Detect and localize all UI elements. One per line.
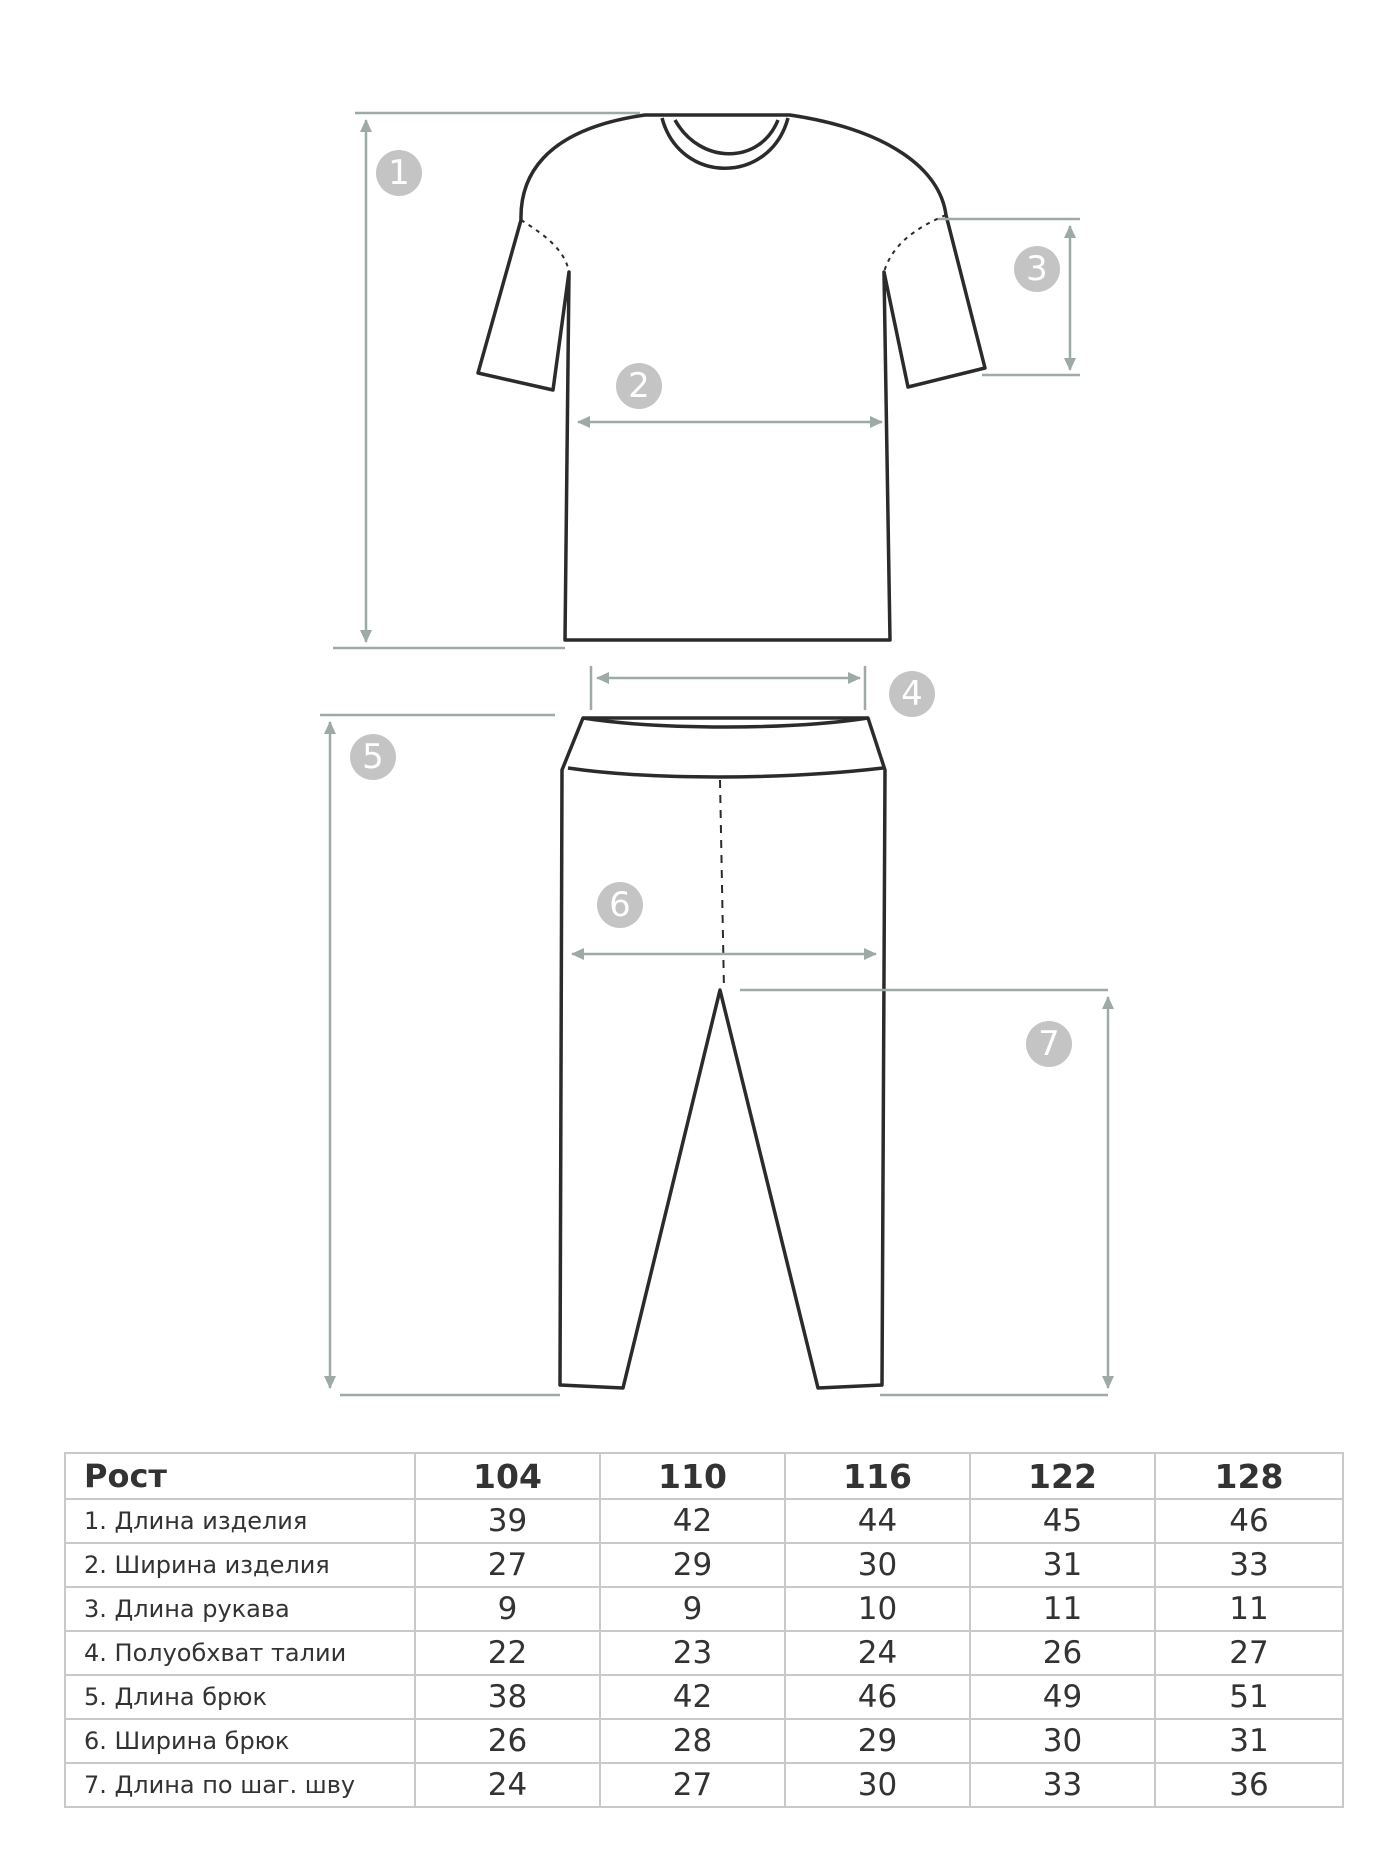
table-row [65,1587,1343,1631]
cell: 36 [1155,1763,1343,1807]
table-header-row [65,1453,1343,1499]
cell: 44 [785,1499,970,1543]
cell: 26 [970,1631,1155,1675]
row-label: 6. Ширина брюк [65,1719,415,1763]
size-104: 104 [415,1453,600,1499]
svg-text:3: 3 [1026,249,1048,289]
svg-text:4: 4 [901,674,923,714]
size-110: 110 [600,1453,785,1499]
pants-drawing [560,718,885,1388]
cell: 45 [970,1499,1155,1543]
table-row [65,1631,1343,1675]
cell: 42 [600,1675,785,1719]
cell: 49 [970,1675,1155,1719]
cell: 33 [970,1763,1155,1807]
cell: 23 [600,1631,785,1675]
cell: 11 [970,1587,1155,1631]
cell: 24 [415,1763,600,1807]
svg-text:1: 1 [388,153,410,193]
row-label: 5. Длина брюк [65,1675,415,1719]
header-label: Рост [65,1453,415,1499]
cell: 10 [785,1587,970,1631]
cell: 27 [600,1763,785,1807]
cell: 38 [415,1675,600,1719]
table-row [65,1543,1343,1587]
row-label: 2. Ширина изделия [65,1543,415,1587]
cell: 42 [600,1499,785,1543]
table-row [65,1763,1343,1807]
cell: 30 [785,1763,970,1807]
cell: 30 [970,1719,1155,1763]
table-row [65,1719,1343,1763]
cell: 39 [415,1499,600,1543]
row-label: 3. Длина рукава [65,1587,415,1631]
marker-1 [376,150,422,196]
marker-3 [1014,246,1060,292]
cell: 46 [1155,1499,1343,1543]
svg-text:7: 7 [1038,1024,1060,1064]
cell: 22 [415,1631,600,1675]
marker-7 [1026,1021,1072,1067]
size-122: 122 [970,1453,1155,1499]
marker-6 [597,882,643,928]
cell: 30 [785,1543,970,1587]
table-row [65,1499,1343,1543]
cell: 24 [785,1631,970,1675]
cell: 51 [1155,1675,1343,1719]
marker-5 [350,734,396,780]
cell: 26 [415,1719,600,1763]
cell: 28 [600,1719,785,1763]
cell: 33 [1155,1543,1343,1587]
cell: 46 [785,1675,970,1719]
tshirt-drawing [478,115,985,640]
size-128: 128 [1155,1453,1343,1499]
cell: 9 [600,1587,785,1631]
cell: 27 [415,1543,600,1587]
size-116: 116 [785,1453,970,1499]
cell: 11 [1155,1587,1343,1631]
table-row [65,1675,1343,1719]
cell: 31 [1155,1719,1343,1763]
row-label: 4. Полуобхват талии [65,1631,415,1675]
row-label: 1. Длина изделия [65,1499,415,1543]
svg-text:6: 6 [609,885,631,925]
cell: 29 [785,1719,970,1763]
marker-4 [889,671,935,717]
cell: 27 [1155,1631,1343,1675]
cell: 31 [970,1543,1155,1587]
svg-text:5: 5 [362,737,384,777]
cell: 29 [600,1543,785,1587]
marker-2 [616,363,662,409]
cell: 9 [415,1587,600,1631]
row-label: 7. Длина по шаг. шву [65,1763,415,1807]
svg-text:2: 2 [628,366,650,406]
size-table [64,1452,1344,1808]
